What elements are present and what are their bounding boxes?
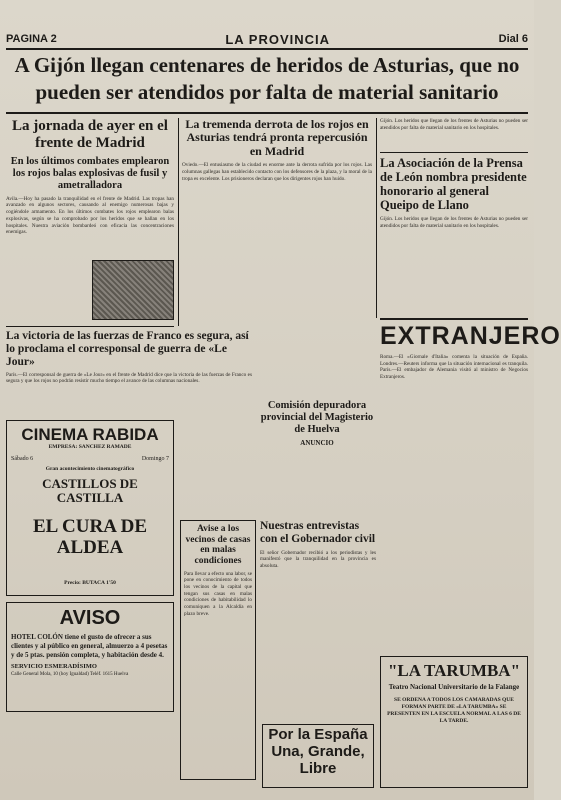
notice-subtitle: Teatro Nacional Universitario de la Falange — [388, 683, 520, 692]
article-extranjero — [380, 322, 561, 684]
divider — [380, 318, 528, 320]
article-body: Gijón. Los heridos que llegan de los frentes de Asturias no pueden ser atendidos por falta de material sanitario en los hospitales. — [380, 216, 528, 229]
notice-body: SE ORDENA A TODOS LOS CAMARADAS QUE FORMAN PARTE DE «LA TARUMBA» SE PRESENTEN EN LA ESCUELA NORMAL A LAS 6 DE LA TARDE. — [387, 697, 521, 725]
column-rule — [178, 118, 179, 326]
article-body: Gijón. Los heridos que llegan de los frentes de Asturias no pueden ser atendidos por falta de material sanitario en los hospitales. — [380, 118, 528, 131]
article-title: Avise a los vecinos de casas en malas condiciones — [185, 524, 251, 566]
article-title: La jornada de ayer en el frente de Madrid — [12, 118, 168, 151]
masthead — [6, 30, 528, 50]
slogan-line: Una, Grande, — [271, 742, 365, 760]
article-derrota — [182, 118, 372, 412]
divider — [6, 326, 174, 327]
section-title: EXTRANJERO — [380, 322, 561, 350]
slogan-line: Libre — [299, 759, 337, 777]
ad-body: HOTEL COLÓN tiene el gusto de ofrecer a sus clientes y al público en general, almuerzo a 4 pesetas y de 5 ptas. pensión completa, y habitación desde 4. — [11, 633, 168, 660]
film-title: EL CURA DE ALDEA — [32, 515, 148, 559]
cinema-note: Gran acontecimiento cinematográfico — [45, 466, 135, 473]
day-label: Domingo 7 — [141, 456, 169, 463]
article-asociacion — [380, 156, 528, 316]
issue-label: Dial 6 — [498, 33, 528, 45]
article-body: Avila.—Hoy ha pasado la tranquilidad en el frente de Madrid. Las tropas han avanzado en algunos sectores, causando al enemigo numerosas bajas y cogiéndole armamento. En los últimos combates los rojos emplearon balas explosivas, según se ha comprobado por los heridos que se hallan en los hospitales. Nuestra aviación bombardeó con eficacia las concentraciones enemigas. — [6, 195, 174, 236]
anuncio-label: ANUNCIO — [300, 439, 334, 448]
cinema-days — [11, 456, 169, 462]
article-subtitle: En los últimos combates emplearon los rojos balas explosivas de fusil y ametralladora — [10, 155, 170, 191]
notice-title: "LA TARUMBA" — [387, 661, 521, 680]
column-rule — [376, 118, 377, 318]
ad-title: AVISO — [59, 607, 121, 629]
article-body: El señor Gobernador recibió a los periodistas y les manifestó que la tranquilidad en la provincia es absoluta. — [260, 549, 376, 570]
article-title: La Asociación de la Prensa de León nombra presidente honorario al general Queipo de Llano — [380, 156, 527, 212]
cinema-prices: Precio: BUTACA 1'50 — [64, 580, 116, 587]
article-body: Oviedo.—El entusiasmo de la ciudad es enorme ante la derrota sufrida por los rojos. Las columnas gallegas han establecido contacto con los defensores de la plaza, y la moral de la tropa es excelente. Los prisioneros declaran que los dirigentes rojos han huido. — [182, 162, 372, 182]
ad-footer: SERVICIO ESMERADÍSIMO — [11, 663, 97, 671]
article-entrevista — [260, 520, 376, 730]
news-photo — [92, 260, 174, 320]
slogan-box — [262, 724, 374, 788]
tarumba-notice — [380, 656, 528, 788]
article-title: Nuestras entrevistas con el Gobernador civil — [260, 520, 376, 545]
article-title: La victoria de las fuerzas de Franco es segura, así lo proclama el corresponsal de guerra de «Le Jour» — [6, 330, 249, 368]
page-label: PAGINA 2 — [6, 33, 57, 45]
cinema-company: EMPRESA: SANCHEZ RAMADE — [48, 444, 132, 451]
cinema-ad — [6, 420, 174, 596]
hotel-ad — [6, 602, 174, 712]
slogan-line: Por la España — [268, 726, 368, 743]
main-headline: A Gijón llegan centenares de heridos de Asturias, que no pueden ser atendidos por falta de material sanitario — [14, 53, 520, 104]
article-title: Comisión depuradora provincial del Magisterio de Huelva — [260, 400, 374, 435]
article-title: La tremenda derrota de los rojos en Asturias tendrá pronta repercusión en Madrid — [185, 117, 369, 158]
paper-name: LA PROVINCIA — [225, 31, 331, 47]
article-gijon-note — [380, 118, 528, 148]
divider — [6, 112, 528, 114]
divider — [380, 152, 528, 153]
cinema-title: CINEMA RABIDA — [21, 425, 159, 444]
article-body: París.—El corresponsal de guerra de «Le Jour» en el frente de Madrid dice que la victoria de las fuerzas de Franco es segura y que los rojos no podrán resistir mucho tiempo el avance de las columnas nacionales. — [6, 371, 252, 385]
day-label: Sábado 6 — [11, 456, 34, 463]
article-body: Roma.—El «Giornale d'Italia» comenta la situación de España. Londres.—Reuters informa que la situación internacional es tranquila. París.—El embajador de Alemania visitó al ministro de Negocios Extranjeros. — [380, 354, 528, 381]
article-vecinos — [180, 520, 256, 780]
article-body: Para llevar a efecto una labor, se pone en conocimiento de todos los vecinos de la capital que tengan sus casas en malas condiciones de habitabilidad lo comuniquen a la Alcaldía en plazo breve. — [184, 570, 252, 617]
article-magisterio — [258, 400, 376, 447]
film-title: CASTILLOS DE CASTILLA — [42, 475, 138, 506]
ad-address: Calle General Mola, 10 (hoy Igualdad) Teléf. 1615 Huelva — [11, 672, 129, 678]
